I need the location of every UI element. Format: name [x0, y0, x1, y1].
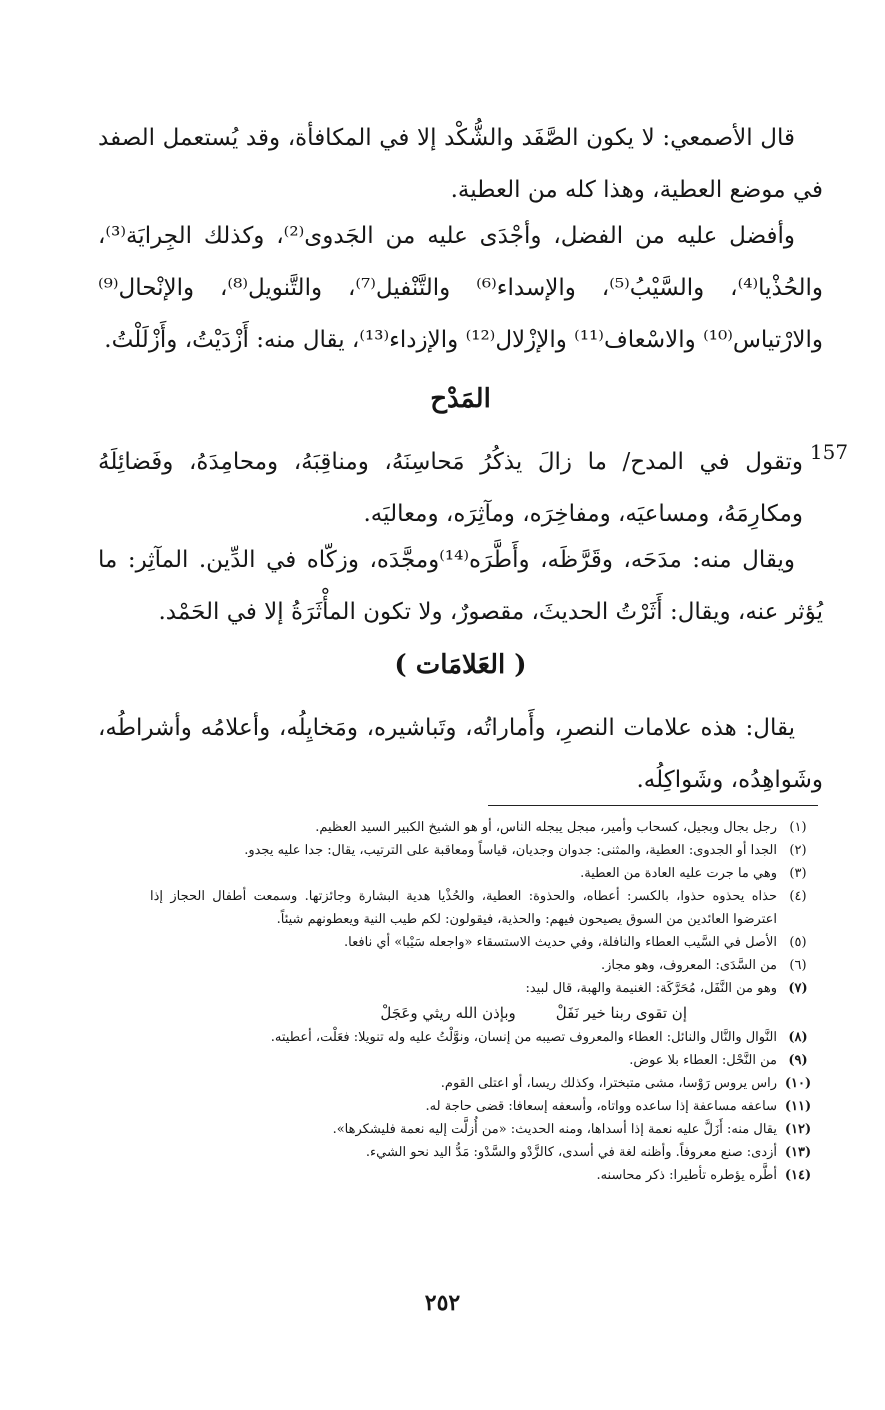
- footnote-text: [150, 977, 777, 1026]
- footnote-number: (١): [789, 820, 807, 835]
- footnote-text: وهي ما جرت عليه العادة من العطية.: [580, 866, 777, 881]
- footnote-text: الأصل في السَّيب العطاء والنافلة، وفي حديث الاستسقاء «واجعله سَيْبا» أي نافعا.: [344, 935, 777, 950]
- footnote-text: رجل بجال وبجيل، كسحاب وأمير، مبجل يبجله الناس، أو هو الشيخ الكبير السيد العظيم.: [315, 820, 777, 835]
- paragraph-madh: وتقول في المدح/ ما زالَ يذكُرُ مَحاسِنَهُ، ومناقِبَهُ، ومحامِدَهُ، وفَضائِلَهُ ومكارِمَهُ، ومساعيَه، ومفاخِرَه، ومآثِرَه، ومعاليَه.: [98, 449, 803, 527]
- paragraph-sifad: قال الأصمعي: لا يكون الصَّفَد والشُّكْد إلا في المكافأة، وقد يُستعمل الصفد في موضع العطية، وهذا كله من العطية.: [98, 125, 823, 203]
- verse-hemistich-1: إن تقوى ربنا خير نَفَلْ: [555, 1004, 687, 1022]
- footnote-number: (٨): [788, 1030, 808, 1045]
- footnote-text: حذاه يحذوه حذوا، بالكسر: أعطاه، والحذوة: العطية، والحُذْيا هدية البشارة وجائزتها. وسمعت أطفال الحجاز إذا اعترضوا العائدين من السوق يصيحون فيهم: والحذية، فيقولون: لكم طيب النية ويعطونهم شيئاً.: [150, 889, 777, 927]
- footnote-text: ساعفه مساعفة إذا ساعده وواتاه، وأسعفه إسعافا: قضى حاجة له.: [425, 1099, 777, 1114]
- footnote-14: [150, 1164, 819, 1187]
- footnotes: [150, 816, 819, 1187]
- footnote-8: [150, 1026, 819, 1049]
- footnote-number: (٢): [789, 843, 807, 858]
- footnote-2: [150, 839, 819, 862]
- paragraph-madh-2: ويقال منه: مدَحَه، وقَرَّظَه، وأَطَّرَه⁽¹⁴⁾ومجَّدَه، وزكّاه في الدِّين. المآثِر: ما يُؤثر عنه، ويقال: أَثَرْتُ الحديثَ، مقصورٌ، ولا تكون المأْثَرَةُ إلا في الحَمْد.: [98, 547, 823, 625]
- footnote-text: راس يروس رَوْسا، مشى متبخترا، وكذلك ريسا، أو اعتلى القوم.: [440, 1076, 777, 1091]
- footnote-text-line: وهو من النَّفَل، مُحَرَّكَة: الغنيمة والهبة، قال لبيد:: [525, 981, 777, 996]
- footnote-number: (٤): [789, 889, 807, 904]
- footnote-6: [150, 954, 819, 977]
- footnote-text: النَّوال والنَّال والنائل: العطاء والمعروف تصيبه من إنسان، ونوَّلْتُ عليه وله تنويلا: فعَلْت، أعطيته.: [270, 1030, 777, 1045]
- footnote-text: من النَّحْل: العطاء بلا عوض.: [629, 1053, 777, 1068]
- paragraph-alamat: يقال: هذه علامات النصرِ، وأَماراتُه، وتَباشيره، ومَخايِلُه، وأعلامُه وأشراطُه، وشَواهِدُه، وشَواكِلُه.: [98, 715, 823, 793]
- footnote-number: (١٣): [784, 1145, 812, 1160]
- footnote-number: (٧): [788, 981, 808, 996]
- poetry-verse: [150, 1000, 777, 1026]
- footnote-number: (١٠): [784, 1076, 812, 1091]
- footnote-number: (٣): [789, 866, 807, 881]
- footnote-4: [150, 885, 819, 931]
- footnote-text: الجدا أو الجدوى: العطية، والمثنى: جدوان وجديان، قياساً ومعاقبة على الترتيب، يقال: جدا عليه يجدو.: [244, 843, 777, 858]
- paragraph-ifdal: وأفضل عليه من الفضل، وأجْدَى عليه من الجَدوى⁽²⁾، وكذلك الجِرايَة⁽³⁾، والحُذْيا⁽⁴⁾، والسَّيْبُ⁽⁵⁾، والإسداء⁽⁶⁾ والتَّنْفيل⁽⁷⁾، والتَّنويل⁽⁸⁾، والإنْحال⁽⁹⁾ والارْتياس⁽¹⁰⁾ والاسْعاف⁽¹¹⁾ والإزْلال⁽¹²⁾ والإزداء⁽¹³⁾، يقال منه: أَزْدَيْتُ، وأَزْلَلْتُ.: [98, 223, 823, 353]
- footnote-text: أزدى: صنع معروفاً. وأظنه لغة في أسدى، كالزَّدْو والسَّدْو: مَدُّ اليد نحو الشيء.: [365, 1145, 777, 1160]
- section-heading-alamat: ( العَلامَات ): [394, 650, 527, 680]
- footnote-1: [150, 816, 819, 839]
- footnote-11: [150, 1095, 819, 1118]
- verse-hemistich-2: وبإذن الله ريثي وعَجَلْ: [380, 1004, 516, 1022]
- footnote-3: [150, 862, 819, 885]
- footnote-text: من السَّدَى: المعروف، وهو مجاز.: [601, 958, 777, 973]
- footnote-7: [150, 977, 819, 1026]
- footnote-12: [150, 1118, 819, 1141]
- footnote-number: (٩): [788, 1053, 808, 1068]
- page-number: ٢٥٢: [424, 1290, 461, 1316]
- footnote-5: [150, 931, 819, 954]
- footnote-text: أطَّره يؤطره تأطيرا: ذكر محاسنه.: [596, 1168, 777, 1183]
- footnote-10: [150, 1072, 819, 1095]
- footnote-number: (١١): [784, 1099, 812, 1114]
- margin-section-number: 157: [809, 440, 849, 464]
- footnote-9: [150, 1049, 819, 1072]
- footnote-number: (٦): [789, 958, 807, 973]
- footnote-separator-rule: [488, 805, 818, 806]
- footnote-13: [150, 1141, 819, 1164]
- footnote-text: يقال منه: أَزَلَّ عليه نعمة إذا أسداها، ومنه الحديث: «من أُزلَّت إليه نعمة فليشكرها».: [332, 1122, 777, 1137]
- footnote-number: (١٤): [784, 1168, 812, 1183]
- footnote-number: (١٢): [784, 1122, 812, 1137]
- footnote-number: (٥): [789, 935, 807, 950]
- section-heading-madh: المَدْح: [430, 384, 491, 414]
